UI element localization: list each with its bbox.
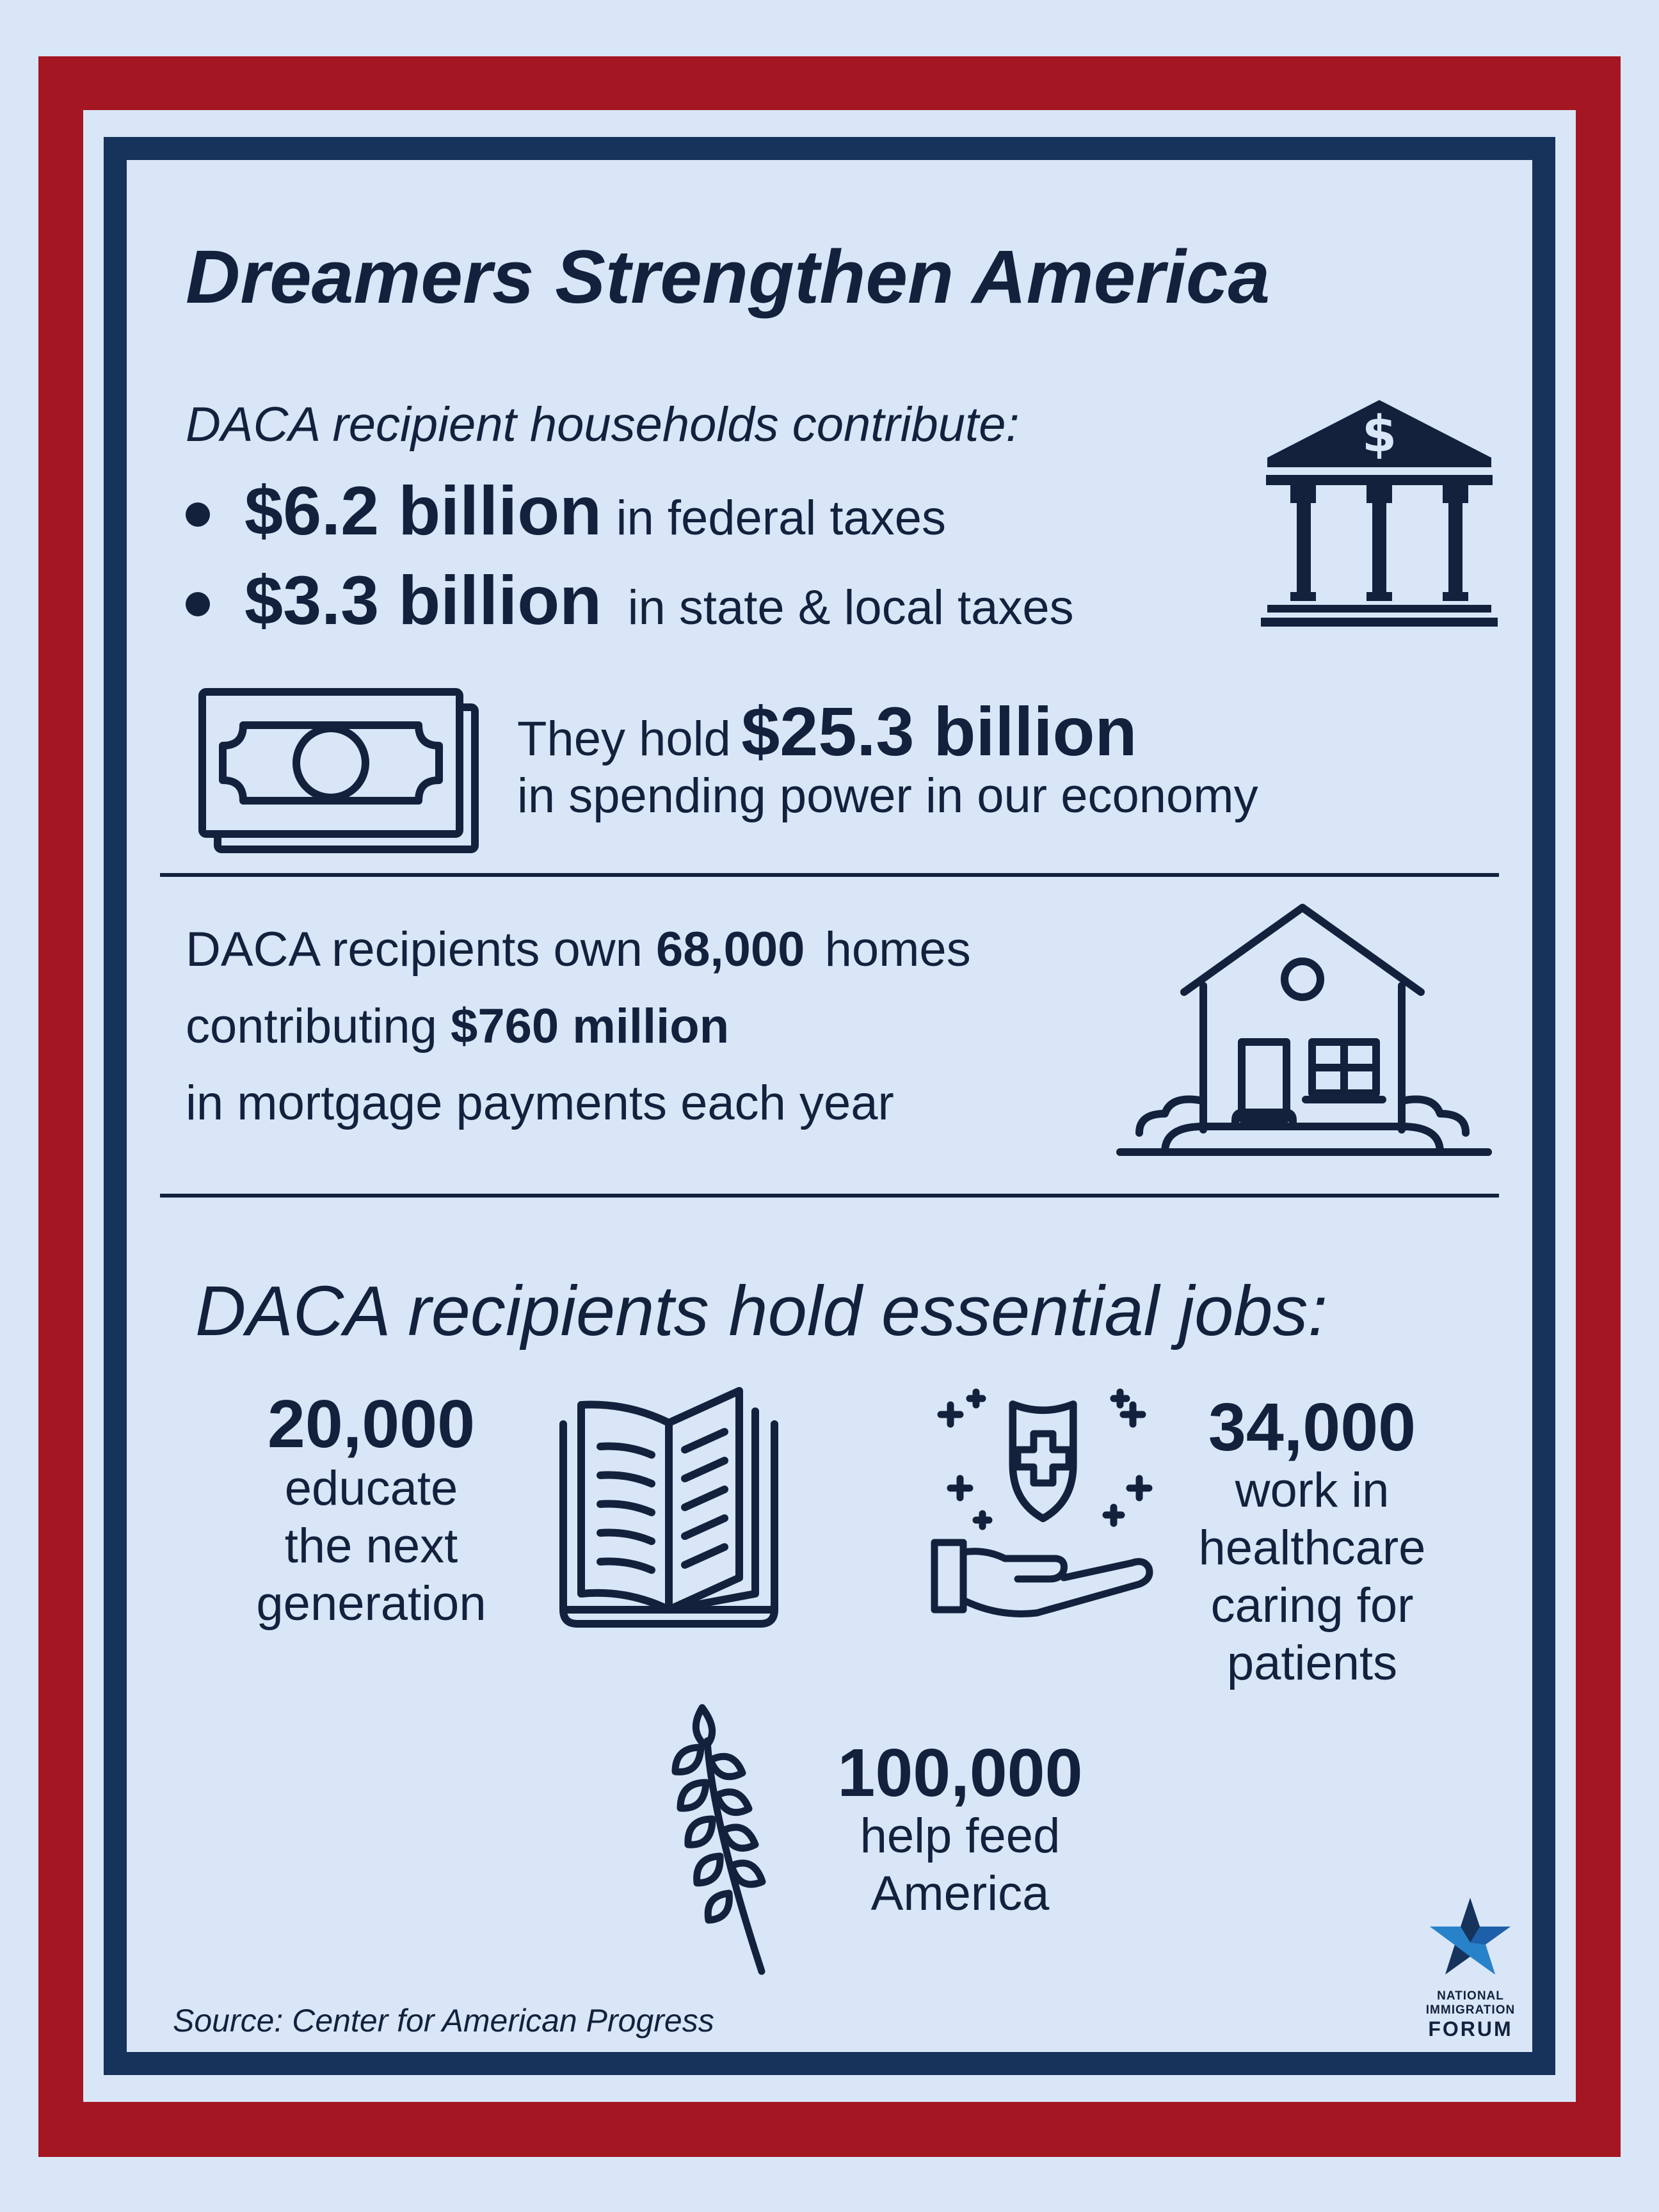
healthcare-line: work in (1235, 1463, 1390, 1518)
money-icon (198, 688, 480, 854)
agriculture-number: 100,000 (837, 1735, 1083, 1811)
logo-line: NATIONAL (1437, 1989, 1504, 2003)
healthcare-line: healthcare (1198, 1521, 1426, 1575)
tax-amount: $6.2 billion (244, 472, 602, 549)
bank-icon (1261, 397, 1498, 627)
wheat-icon (662, 1703, 784, 1978)
logo-line: FORUM (1428, 2017, 1513, 2040)
spending-line2: in spending power in our economy (517, 769, 1258, 823)
tax-desc: in state & local taxes (627, 581, 1074, 635)
healthcare-line: caring for (1210, 1578, 1414, 1633)
education-line: the next (284, 1519, 458, 1573)
taxes-intro: DACA recipient households contribute: (186, 397, 1020, 452)
jobs-heading: DACA recipients hold essential jobs: (195, 1272, 1328, 1350)
education-line: generation (256, 1576, 486, 1631)
agriculture-line: help feed (860, 1809, 1061, 1863)
divider (160, 873, 1499, 877)
spending-line1 (517, 691, 1137, 771)
spending-amount: $25.3 billion (741, 693, 1137, 770)
tax-desc: in federal taxes (616, 491, 947, 545)
tax-item-federal (244, 470, 946, 550)
source-citation: Source: Center for American Progress (173, 2003, 714, 2039)
house-icon (1120, 902, 1491, 1158)
healthcare-line: patients (1226, 1636, 1398, 1690)
homes-line2 (186, 998, 729, 1054)
page-title: Dreamers Strengthen America (186, 235, 1270, 319)
healthcare-number: 34,000 (1208, 1390, 1416, 1465)
education-number: 20,000 (267, 1386, 476, 1462)
homes-line2-prefix: contributing (186, 999, 437, 1054)
agriculture-line: America (870, 1866, 1050, 1921)
homes-line3: in mortgage payments each year (186, 1076, 894, 1130)
tax-amount: $3.3 billion (244, 561, 602, 639)
tax-item-state-local (244, 560, 1074, 640)
bullet-dot (186, 502, 210, 527)
logo-line: IMMIGRATION (1425, 2003, 1516, 2017)
divider (160, 1194, 1499, 1198)
homes-mortgage-amount: $760 million (451, 999, 730, 1054)
homes-suffix: homes (824, 922, 971, 977)
homes-prefix: DACA recipients own (186, 922, 643, 977)
bullet-dot (186, 592, 210, 616)
healthcare-hand-icon (928, 1392, 1168, 1632)
education-line: educate (284, 1461, 458, 1516)
star-logo-icon (1429, 1898, 1512, 1978)
spending-prefix: They hold (517, 712, 731, 766)
homes-number: 68,000 (656, 922, 805, 977)
svg-text:$: $ (1361, 406, 1397, 463)
homes-line1 (186, 922, 971, 977)
book-icon (544, 1386, 794, 1642)
